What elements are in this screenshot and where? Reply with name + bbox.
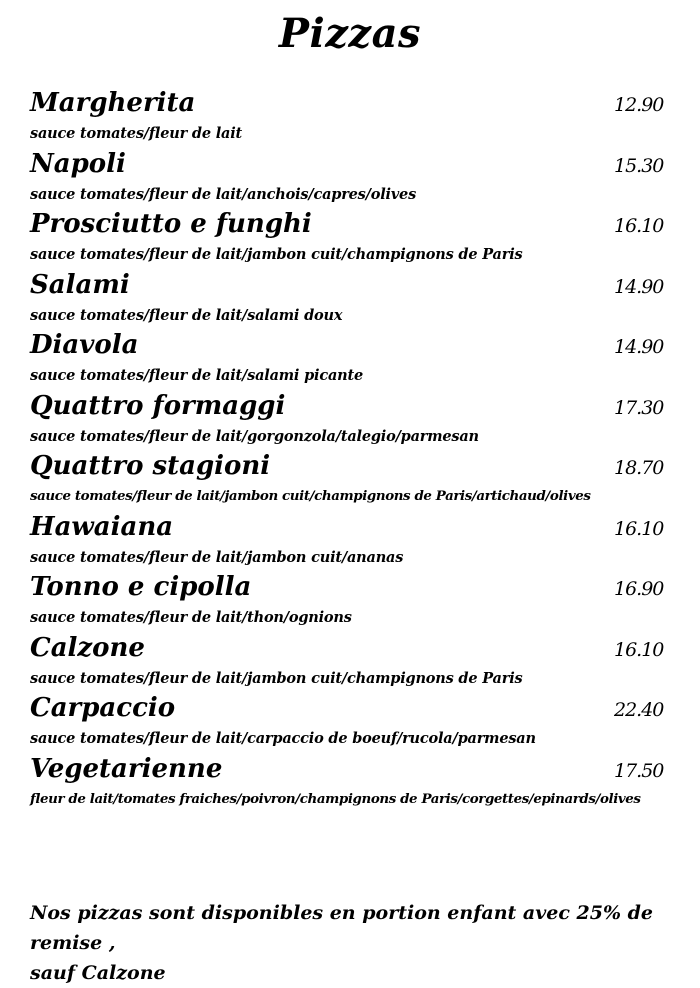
item-name: Tonno e cipolla (30, 572, 252, 602)
note-line-1: Nos pizzas sont disponibles en portion enfant avec 25% de remise , (30, 902, 654, 954)
item-name: Carpaccio (30, 693, 176, 723)
menu-item (30, 209, 670, 270)
note-line-2: sauf Calzone (30, 962, 166, 984)
menu-item (30, 330, 670, 391)
item-price: 14.90 (614, 336, 664, 358)
item-name: Diavola (30, 330, 139, 360)
item-description: sauce tomates/fleur de lait/carpaccio de boeuf/rucola/parmesan (30, 730, 536, 747)
menu-item (30, 149, 670, 210)
item-name: Calzone (30, 632, 145, 663)
menu-item (30, 88, 670, 149)
item-name: Prosciutto e funghi (30, 209, 312, 239)
item-name: Quattro formaggi (30, 390, 286, 421)
item-price: 12.90 (614, 94, 664, 116)
item-price: 16.10 (614, 638, 664, 661)
item-price: 14.90 (614, 275, 664, 298)
item-name: Hawaiana (30, 511, 174, 542)
item-name: Vegetarienne (30, 753, 223, 784)
item-name: Margherita (30, 88, 196, 118)
menu-item (30, 572, 670, 633)
menu-item (30, 451, 670, 512)
kids-portion-note (30, 898, 670, 988)
menu-item (30, 754, 670, 815)
menu-item (30, 512, 670, 573)
item-name: Napoli (30, 148, 126, 179)
pizza-list (30, 88, 670, 814)
item-name: Salami (30, 269, 130, 300)
menu-item (30, 270, 670, 331)
item-description: sauce tomates/fleur de lait/salami doux (30, 306, 343, 324)
item-description: sauce tomates/fleur de lait/jambon cuit/champignons de Paris/artichaud/olives (30, 488, 591, 504)
item-price: 16.10 (614, 517, 664, 540)
item-description: sauce tomates/fleur de lait/jambon cuit/champignons de Paris (30, 669, 523, 687)
item-description: sauce tomates/fleur de lait/gorgonzola/talegio/parmesan (30, 427, 479, 445)
item-price: 17.50 (614, 759, 664, 782)
item-description: sauce tomates/fleur de lait/salami picante (30, 367, 364, 384)
menu-item (30, 633, 670, 694)
item-price: 16.10 (614, 215, 664, 237)
item-description: fleur de lait/tomates fraiches/poivron/champignons de Paris/corgettes/epinards/olives (30, 790, 641, 807)
item-description: sauce tomates/fleur de lait/jambon cuit/ananas (30, 548, 404, 566)
item-price: 15.30 (614, 154, 664, 177)
item-price: 17.30 (614, 396, 664, 419)
item-price: 16.90 (614, 578, 664, 600)
item-name: Quattro stagioni (30, 451, 271, 481)
item-price: 18.70 (614, 457, 664, 479)
menu-item (30, 693, 670, 754)
page-title: Pizzas (278, 10, 422, 57)
item-description: sauce tomates/fleur de lait/anchois/capres/olives (30, 185, 417, 203)
item-price: 22.40 (614, 699, 664, 721)
item-description: sauce tomates/fleur de lait/jambon cuit/champignons de Paris (30, 246, 523, 263)
item-description: sauce tomates/fleur de lait (30, 125, 243, 142)
item-description: sauce tomates/fleur de lait/thon/ognions (30, 609, 352, 626)
menu-item (30, 391, 670, 452)
